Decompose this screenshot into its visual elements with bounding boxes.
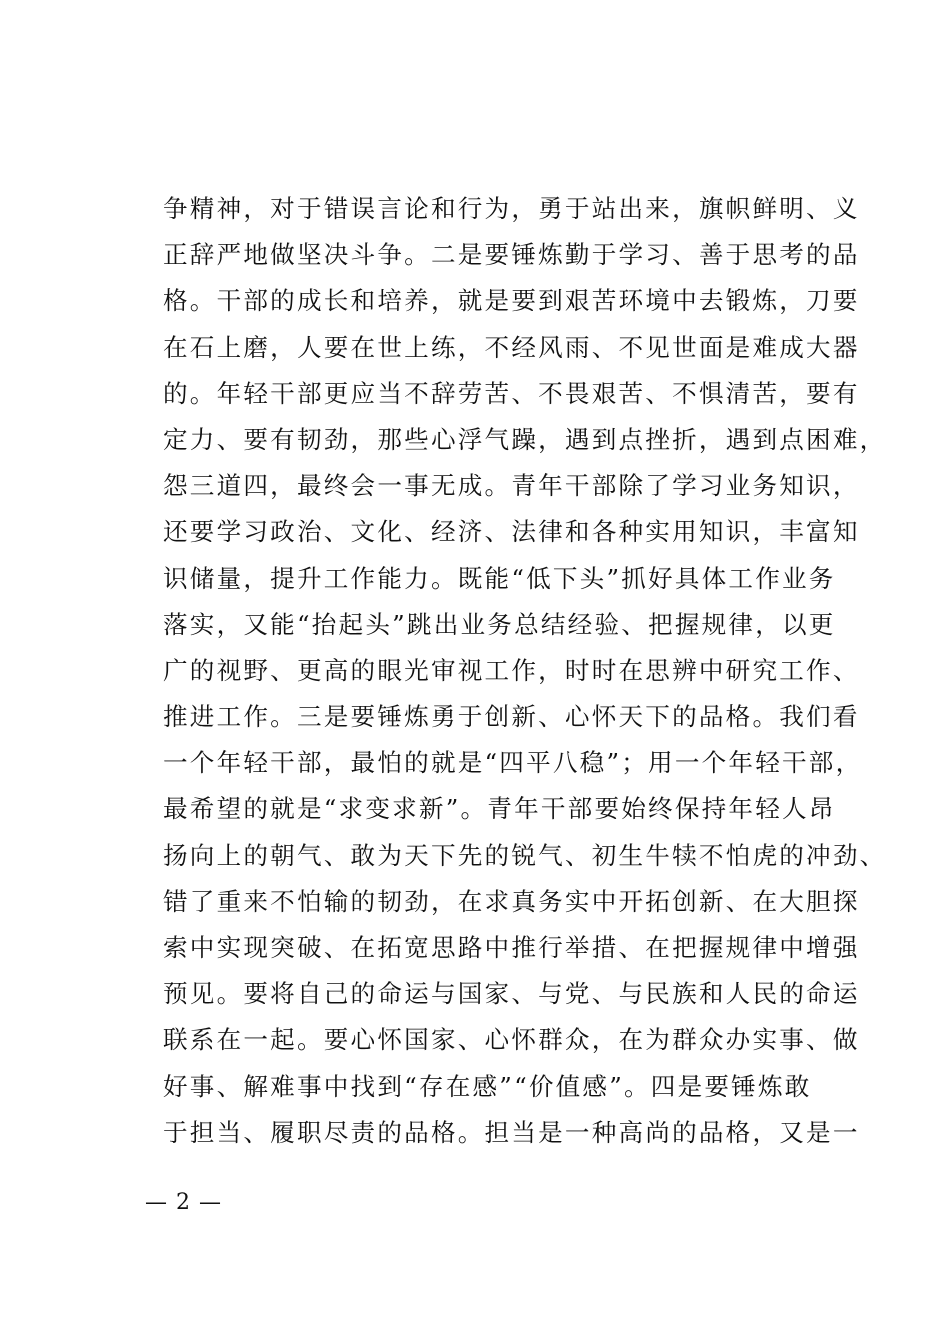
text-line: 落实，又能“抬起头”跳出业务总结经验、把握规律，以更: [163, 609, 836, 639]
text-line: 怨三道四，最终会一事无成。青年干部除了学习业务知识，: [163, 471, 860, 501]
text-line: 的。年轻干部更应当不辞劳苦、不畏艰苦、不惧清苦，要有: [163, 378, 860, 408]
text-line: 推进工作。三是要锤炼勇于创新、心怀天下的品格。我们看: [163, 702, 860, 732]
text-line: 定力、要有韧劲，那些心浮气躁，遇到点挫折，遇到点困难，: [163, 424, 887, 454]
text-line: 正辞严地做坚决斗争。二是要锤炼勤于学习、善于思考的品: [163, 240, 860, 270]
text-line: 争精神，对于错误言论和行为，勇于站出来，旗帜鲜明、义: [163, 194, 860, 223]
text-line: 于担当、履职尽责的品格。担当是一种高尚的品格，又是一: [163, 1117, 860, 1147]
text-line: 最希望的就是“求变求新”。青年干部要始终保持年轻人昂: [163, 794, 836, 824]
text-line: 在石上磨，人要在世上练，不经风雨、不见世面是难成大器: [163, 332, 860, 362]
page-number: — 2 —: [145, 1190, 222, 1215]
text-line: 格。干部的成长和培养，就是要到艰苦环境中去锻炼，刀要: [163, 286, 860, 316]
text-line: 扬向上的朝气、敢为天下先的锐气、初生牛犊不怕虎的冲劲、: [163, 840, 887, 870]
text-line: 还要学习政治、文化、经济、法律和各种实用知识，丰富知: [163, 517, 860, 547]
text-line: 错了重来不怕输的韧劲，在求真务实中开拓创新、在大胆探: [163, 886, 860, 916]
text-line: 一个年轻干部，最怕的就是“四平八稳”；用一个年轻干部，: [163, 748, 863, 778]
text-line: 索中实现突破、在拓宽思路中推行举措、在把握规律中增强: [163, 933, 860, 962]
body-text: [163, 186, 887, 1156]
text-line: 好事、解难事中找到“存在感”“价值感”。四是要锤炼敢: [163, 1071, 812, 1101]
text-line: 广的视野、更高的眼光审视工作，时时在思辨中研究工作、: [163, 655, 860, 685]
text-line: 联系在一起。要心怀国家、心怀群众，在为群众办实事、做: [163, 1025, 860, 1055]
text-line: 识储量，提升工作能力。既能“低下头”抓好具体工作业务: [163, 563, 836, 593]
text-line: 预见。要将自己的命运与国家、与党、与民族和人民的命运: [163, 979, 860, 1009]
